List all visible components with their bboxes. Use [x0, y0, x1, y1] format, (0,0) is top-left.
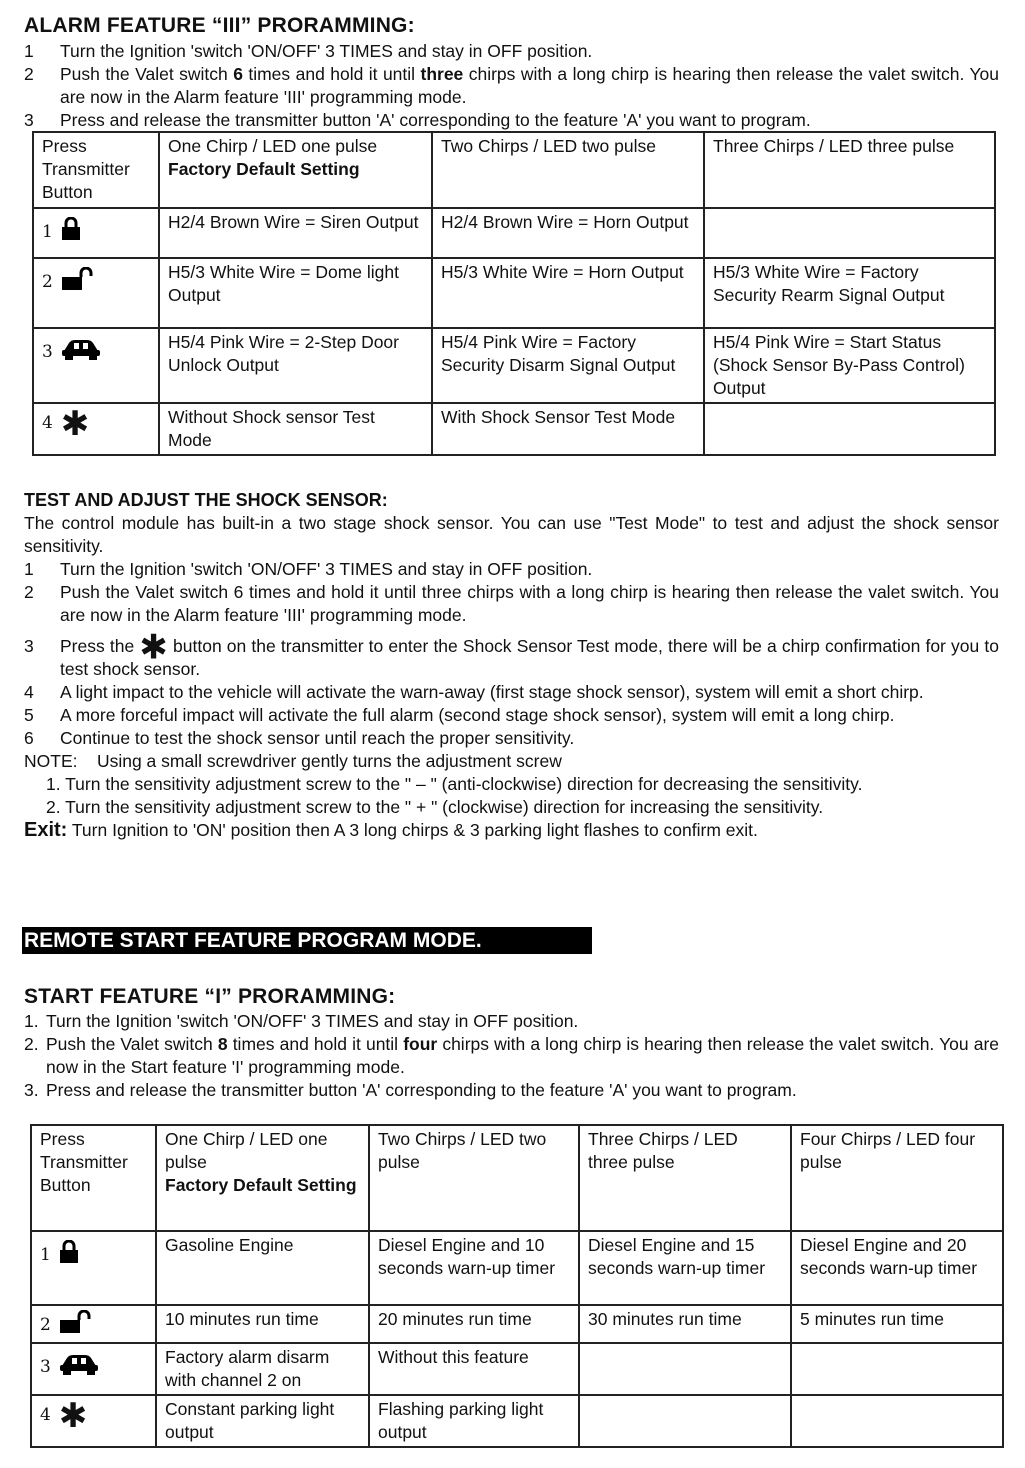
alarm-step	[24, 63, 999, 109]
table-row: 3 H5/4 Pink Wire = 2-Step Door Unlock Output H5/4 Pink Wire = Factory Security Disarm Signal Output H5/4 Pink Wire = Start Status (Shock Sensor By-Pass Control) Output	[33, 328, 995, 403]
header-one-chirp: One Chirp / LED one pulse Factory Default Setting	[156, 1125, 369, 1231]
step-text: Press and release the transmitter button 'A' corresponding to the feature 'A' you want to program.	[46, 1080, 797, 1100]
table-cell: H5/3 White Wire = Factory Security Rearm Signal Output	[704, 258, 995, 328]
table-cell: H5/3 White Wire = Dome light Output	[159, 258, 432, 328]
table-row: 2 10 minutes run time 20 minutes run time 30 minutes run time 5 minutes run time	[31, 1305, 1003, 1343]
step-text: Push the Valet switch 8 times and hold it until four chirps with a long chirp is hearing then release the valet switch. You are now in the Start feature 'I' programming mode.	[46, 1034, 1000, 1077]
table-row: 1 Gasoline Engine Diesel Engine and 10 seconds warn-up timer Diesel Engine and 15 seconds warn-up timer Diesel Engine and 20 seconds warn-up timer	[31, 1231, 1003, 1305]
table-cell: Flashing parking light output	[369, 1395, 579, 1447]
step-text: A more forceful impact will activate the full alarm (second stage shock sensor), system will emit a long chirp.	[60, 705, 895, 726]
table-cell: H5/4 Pink Wire = Start Status (Shock Sensor By-Pass Control) Output	[704, 328, 995, 403]
start-feature-table	[30, 1124, 1002, 1448]
note: NOTE: Using a small screwdriver gently turns the adjustment screw	[24, 751, 562, 772]
lock-open-icon	[59, 1310, 93, 1340]
step-number: 1	[24, 41, 34, 61]
table-row: 2 H5/3 White Wire = Dome light Output H5/3 White Wire = Horn Output H5/3 White Wire = Factory Security Rearm Signal Output	[33, 258, 995, 328]
alarm-step	[24, 40, 999, 63]
table-cell	[579, 1343, 791, 1395]
header-press-button: Press Transmitter Button	[33, 132, 159, 208]
table-cell: Gasoline Engine	[156, 1231, 369, 1305]
lock-closed-icon	[61, 217, 81, 247]
step-number: 3	[24, 110, 34, 130]
header-two-chirps: Two Chirps / LED two pulse	[369, 1125, 579, 1231]
shock-section: TEST AND ADJUST THE SHOCK SENSOR: The control module has built-in a two stage shock sensor. You can use "Test Mode" to test and adjust the shock sensor sensitivity. 1 Turn the Ignition 'switch 'ON/OFF' 3 TIMES and stay in OFF position. 2 Push the Valet switch 6 times and hold it until three chirps with a long chirp is hearing then release the valet switch. You are now in the Alarm feature 'III' programming mode. 3 Press the ✱ button on the transmitter to enter the Shock Sensor Test mode, there will be a chirp confirmation for you to test shock sensor. 4 A light impact to the vehicle will activate the warn-away (first stage shock sensor), system will emit a short chirp. 5 A more forceful impact will activate the full alarm (second stage shock sensor), system will emit a long chirp. 6 Continue to test the shock sensor until reach the proper sensitivity. NOTE: Using a small screwdriver gently turns the adjustment screw 1. Turn the sensitivity adjustment screw to the " – " (anti-clockwise) direction for decreasing the sensitivity. 2. Turn the sensitivity adjustment screw to the " + " (clockwise) direction for increasing the sensitivity. Exit: Turn Ignition to 'ON' position then A 3 long chirps & 3 parking light flashes to confirm exit.	[24, 490, 999, 842]
table-cell: H2/4 Brown Wire = Horn Output	[432, 208, 704, 258]
table-row: 3 Factory alarm disarm with channel 2 on Without this feature	[31, 1343, 1003, 1395]
car-icon	[61, 337, 101, 367]
step-text: A light impact to the vehicle will activate the warn-away (first stage shock sensor), system will emit a short chirp.	[60, 682, 924, 703]
step-text: Push the Valet switch 6 times and hold it until three chirps with a long chirp is hearing then release the valet switch. You are now in the Alarm feature 'III' programming mode.	[60, 582, 999, 625]
header-press-button: Press Transmitter Button	[31, 1125, 156, 1231]
table-cell: 30 minutes run time	[579, 1305, 791, 1343]
table-cell	[704, 208, 995, 258]
table-cell: Diesel Engine and 15 seconds warn-up timer	[579, 1231, 791, 1305]
step-text: Press the ✱ button on the transmitter to enter the Shock Sensor Test mode, there will be a chirp confirmation for you to test shock sensor.	[60, 627, 999, 680]
alarm-section	[24, 14, 999, 132]
table-cell: Without Shock sensor Test Mode	[159, 403, 432, 455]
step-text: Turn the Ignition 'switch 'ON/OFF' 3 TIMES and stay in OFF position.	[46, 1011, 579, 1031]
table-cell: Factory alarm disarm with channel 2 on	[156, 1343, 369, 1395]
table-cell	[579, 1395, 791, 1447]
lock-closed-icon	[59, 1240, 79, 1270]
note-item: 1. Turn the sensitivity adjustment screw to the " – " (anti-clockwise) direction for decreasing the sensitivity.	[46, 774, 863, 795]
header-three-chirps: Three Chirps / LED three pulse	[579, 1125, 791, 1231]
table-cell: 20 minutes run time	[369, 1305, 579, 1343]
star-icon: ✱	[139, 627, 168, 668]
table-cell: H5/4 Pink Wire = Factory Security Disarm Signal Output	[432, 328, 704, 403]
step-number: 2	[24, 64, 34, 84]
note-item: 2. Turn the sensitivity adjustment screw to the " + " (clockwise) direction for increasing the sensitivity.	[46, 797, 824, 818]
remote-start-banner: REMOTE START FEATURE PROGRAM MODE.	[22, 927, 592, 954]
table-header-row	[31, 1125, 1003, 1231]
start-section: START FEATURE “I” PRORAMMING: 1. Turn the Ignition 'switch 'ON/OFF' 3 TIMES and stay in OFF position. 2. Push the Valet switch 8 times and hold it until four chirps with a long chirp is hearing then release the valet switch. You are now in the Start feature 'I' programming mode. 3. Press and release the transmitter button 'A' corresponding to the feature 'A' you want to program.	[24, 985, 1000, 1100]
table-cell: 10 minutes run time	[156, 1305, 369, 1343]
table-cell: Diesel Engine and 20 seconds warn-up timer	[791, 1231, 1003, 1305]
table-cell: 5 minutes run time	[791, 1305, 1003, 1343]
table-cell: Without this feature	[369, 1343, 579, 1395]
lock-open-icon	[61, 267, 95, 297]
table-cell	[791, 1343, 1003, 1395]
table-row: 4 ✱ Without Shock sensor Test Mode With Shock Sensor Test Mode	[33, 403, 995, 455]
exit-line: Exit: Turn Ignition to 'ON' position then A 3 long chirps & 3 parking light flashes to confirm exit.	[24, 819, 758, 842]
table-row: 4 ✱ Constant parking light output Flashing parking light output	[31, 1395, 1003, 1447]
step-text: Continue to test the shock sensor until reach the proper sensitivity.	[60, 728, 575, 749]
table-cell	[791, 1395, 1003, 1447]
header-three-chirps: Three Chirps / LED three pulse	[704, 132, 995, 208]
shock-title: TEST AND ADJUST THE SHOCK SENSOR:	[24, 490, 388, 510]
step-text: Turn the Ignition 'switch 'ON/OFF' 3 TIMES and stay in OFF position.	[60, 41, 593, 61]
table-header-row	[33, 132, 995, 208]
header-four-chirps: Four Chirps / LED four pulse	[791, 1125, 1003, 1231]
shock-intro: The control module has built-in a two stage shock sensor. You can use "Test Mode" to test and adjust the shock sensor sensitivity.	[24, 513, 999, 556]
header-one-chirp: One Chirp / LED one pulse Factory Default Setting	[159, 132, 432, 208]
table-cell: Diesel Engine and 10 seconds warn-up timer	[369, 1231, 579, 1305]
table-cell	[704, 403, 995, 455]
alarm-step	[24, 109, 999, 132]
alarm-feature-table	[32, 131, 994, 456]
table-cell: H5/4 Pink Wire = 2-Step Door Unlock Output	[159, 328, 432, 403]
table-cell: Constant parking light output	[156, 1395, 369, 1447]
step-text: Push the Valet switch 6 times and hold it until three chirps with a long chirp is hearing then release the valet switch. You are now in the Alarm feature 'III' programming mode.	[60, 64, 999, 107]
step-text: Press and release the transmitter button 'A' corresponding to the feature 'A' you want to program.	[60, 110, 811, 130]
table-cell: H5/3 White Wire = Horn Output	[432, 258, 704, 328]
step-text: Turn the Ignition 'switch 'ON/OFF' 3 TIMES and stay in OFF position.	[60, 559, 593, 579]
table-cell: With Shock Sensor Test Mode	[432, 403, 704, 455]
car-icon	[59, 1352, 99, 1382]
start-title: START FEATURE “I” PRORAMMING:	[24, 985, 396, 1008]
table-cell: H2/4 Brown Wire = Siren Output	[159, 208, 432, 258]
star-icon: ✱	[60, 403, 90, 444]
header-two-chirps: Two Chirps / LED two pulse	[432, 132, 704, 208]
table-row: 1 H2/4 Brown Wire = Siren Output H2/4 Brown Wire = Horn Output	[33, 208, 995, 258]
star-icon: ✱	[58, 1395, 88, 1436]
alarm-title: ALARM FEATURE “III” PRORAMMING:	[24, 14, 415, 37]
